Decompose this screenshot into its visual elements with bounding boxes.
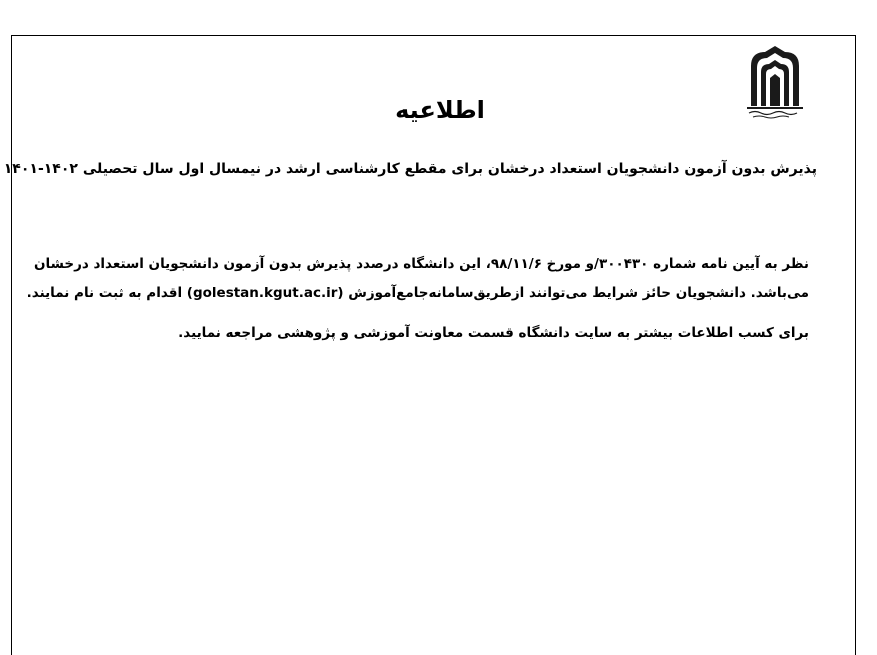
paragraph-more-info: برای کسب اطلاعات بیشتر به سایت دانشگاه قسمت معاونت آموزشی و پژوهشی مراجعه نمایید. [178, 325, 809, 341]
paragraph-registration-before: می‌باشد. دانشجویان حائز شرایط می‌توانند ازطریق‌سامانه‌جامع‌آموزش ( [337, 285, 809, 301]
announcement-subtitle: پذیرش بدون آزمون دانشجویان استعداد درخشان برای مقطع کارشناسی ارشد در نیمسال اول سال تحصیلی ۱۴۰۲-۱۴۰۱ [3, 161, 817, 177]
page-title: اطلاعیه [395, 96, 485, 124]
university-logo-icon [741, 44, 809, 120]
paragraph-registration [27, 282, 809, 304]
golestan-link[interactable]: golestan.kgut.ac.ir [192, 285, 338, 301]
paragraph-registration-after: ) اقدام به ثبت نام نمایند. [26, 285, 193, 301]
paragraph-regulation: نظر به آیین نامه شماره ۳۰۰۴۳۰/و مورخ ۹۸/۱۱/۶، این دانشگاه درصدد پذیرش بدون آزمون دانشجویان استعداد درخشان [34, 256, 809, 272]
document-page [11, 35, 856, 655]
